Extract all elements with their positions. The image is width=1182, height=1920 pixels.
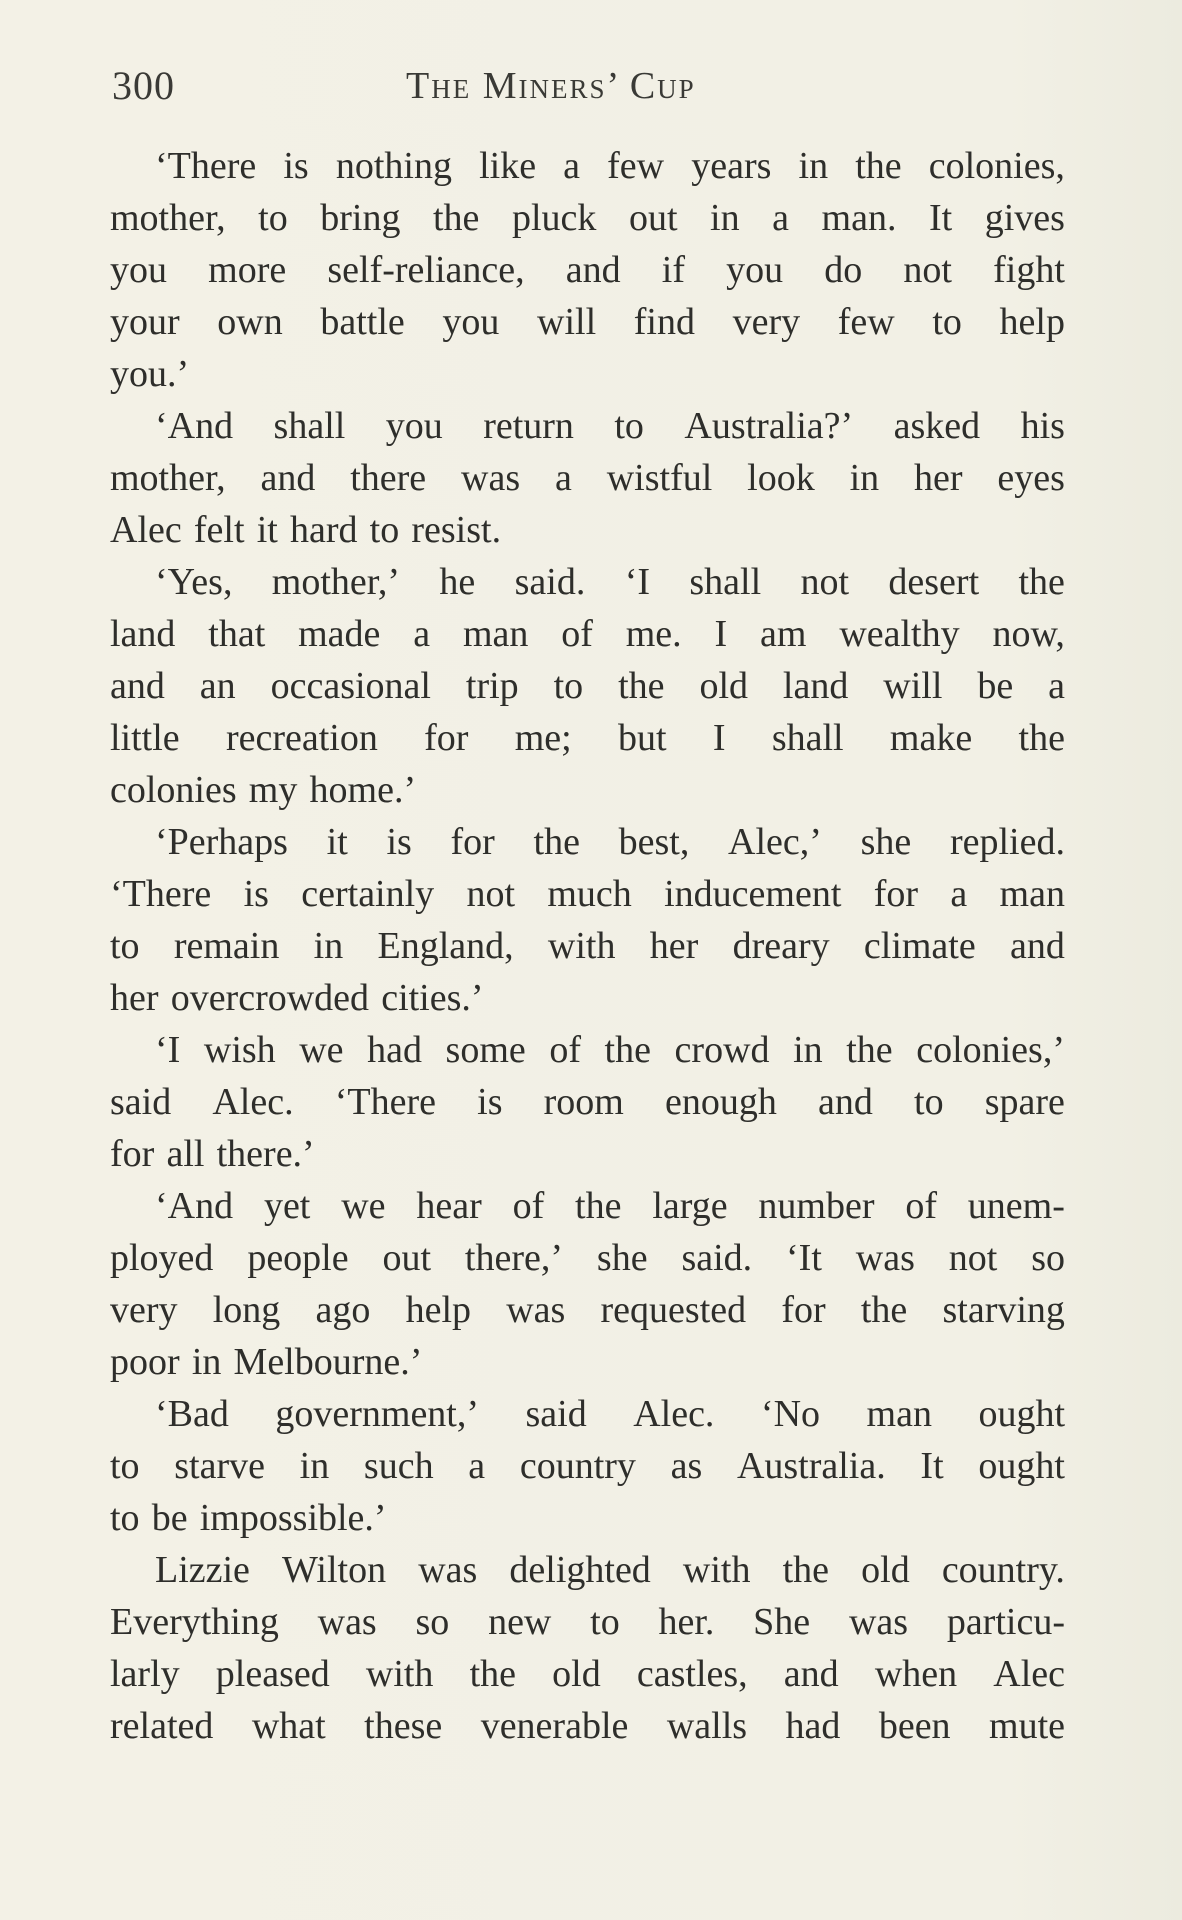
- word: in: [191, 1341, 222, 1383]
- word: unem-: [967, 1185, 1065, 1227]
- word: with: [365, 1653, 434, 1695]
- text-line: [110, 972, 1065, 1024]
- word: man.: [821, 197, 897, 239]
- word: wealthy: [839, 613, 960, 655]
- word: spare: [984, 1081, 1065, 1123]
- word: I: [714, 613, 728, 655]
- word: overcrowded: [170, 977, 370, 1019]
- word: had: [785, 1705, 841, 1747]
- word: Alec.: [212, 1081, 294, 1123]
- word: out: [382, 1237, 432, 1279]
- text-line: [110, 1232, 1065, 1284]
- word: it: [326, 821, 348, 863]
- word: of: [905, 1185, 937, 1227]
- word: and: [110, 665, 165, 707]
- word: ago: [315, 1289, 371, 1331]
- word: Wilton: [282, 1549, 387, 1591]
- word: ployed: [110, 1237, 214, 1279]
- word: to: [553, 665, 584, 707]
- word: yet: [263, 1185, 311, 1227]
- word: ‘It: [786, 1237, 822, 1279]
- word: number: [758, 1185, 875, 1227]
- word: ‘And: [155, 1185, 234, 1227]
- word: me.: [625, 613, 682, 655]
- text-line: [110, 764, 1065, 816]
- text-line: [110, 1336, 1065, 1388]
- word: am: [760, 613, 807, 655]
- text-line: [110, 1180, 1065, 1232]
- word: had: [367, 1029, 422, 1071]
- word: Alec.: [633, 1393, 715, 1435]
- text-line: [110, 1024, 1065, 1076]
- word: people: [247, 1237, 349, 1279]
- word: occasional: [270, 665, 431, 707]
- word: the: [604, 1029, 651, 1071]
- text-line: [110, 296, 1065, 348]
- word: nothing: [335, 145, 452, 187]
- word: cities.’: [381, 977, 484, 1019]
- text-line: [110, 1284, 1065, 1336]
- word: his: [1020, 405, 1065, 447]
- word: related: [110, 1705, 214, 1747]
- word: the: [860, 1289, 908, 1331]
- word: poor: [110, 1341, 180, 1383]
- word: and: [260, 457, 316, 499]
- word: in: [299, 1445, 330, 1487]
- word: I: [712, 717, 726, 759]
- word: ought: [978, 1393, 1065, 1435]
- word: some: [445, 1029, 526, 1071]
- word: It: [920, 1445, 944, 1487]
- word: such: [363, 1445, 434, 1487]
- word: said: [110, 1081, 172, 1123]
- word: out: [628, 197, 678, 239]
- word: there: [350, 457, 427, 499]
- word: much: [547, 873, 632, 915]
- text-line: [110, 920, 1065, 972]
- word: it: [256, 509, 278, 551]
- word: be: [977, 665, 1014, 707]
- word: you.’: [110, 353, 190, 395]
- word: mother,: [110, 457, 226, 499]
- word: is: [283, 145, 309, 187]
- word: requested: [600, 1289, 747, 1331]
- word: but: [618, 717, 667, 759]
- word: larly: [110, 1653, 180, 1695]
- word: her: [914, 457, 963, 499]
- word: to: [110, 925, 140, 967]
- word: not: [800, 561, 850, 603]
- word: ‘I: [155, 1029, 181, 1071]
- word: ‘Perhaps: [155, 821, 288, 863]
- text-line: [110, 1388, 1065, 1440]
- word: She: [753, 1601, 811, 1643]
- word: she: [596, 1237, 648, 1279]
- word: man: [462, 613, 529, 655]
- word: said.: [514, 561, 586, 603]
- text-line: [110, 400, 1065, 452]
- word: castles,: [636, 1653, 748, 1695]
- word: to: [914, 1081, 944, 1123]
- word: with: [547, 925, 616, 967]
- word: me;: [514, 717, 572, 759]
- word: now,: [992, 613, 1065, 655]
- text-line: [110, 1596, 1065, 1648]
- word: battle: [320, 301, 405, 343]
- word: help: [999, 301, 1065, 343]
- word: to: [590, 1601, 620, 1643]
- word: will: [883, 665, 943, 707]
- word: It: [929, 197, 953, 239]
- running-title: The Miners’ Cup: [406, 65, 696, 107]
- word: eyes: [997, 457, 1065, 499]
- page-header: [108, 62, 1068, 112]
- word: Melbourne.’: [233, 1341, 423, 1383]
- word: you: [442, 301, 500, 343]
- word: Everything: [110, 1601, 279, 1643]
- word: of: [561, 613, 593, 655]
- word: there,’: [464, 1237, 564, 1279]
- word: trip: [465, 665, 519, 707]
- page-number: 300: [112, 63, 175, 108]
- word: recreation: [225, 717, 378, 759]
- word: to: [369, 509, 400, 551]
- word: resist.: [411, 509, 502, 551]
- word: help: [405, 1289, 472, 1331]
- word: find: [633, 301, 695, 343]
- text-line: [110, 1128, 1065, 1180]
- word: felt: [193, 509, 245, 551]
- text-line: [110, 348, 1065, 400]
- word: look: [747, 457, 815, 499]
- word: climate: [863, 925, 976, 967]
- word: in: [313, 925, 344, 967]
- word: the: [1018, 561, 1065, 603]
- word: a: [555, 457, 572, 499]
- word: not: [903, 249, 952, 291]
- word: delighted: [509, 1549, 651, 1591]
- word: mother,’: [271, 561, 401, 603]
- word: if: [661, 249, 685, 291]
- word: a: [950, 873, 968, 915]
- text-line: [110, 556, 1065, 608]
- word: in: [710, 197, 740, 239]
- word: what: [251, 1705, 326, 1747]
- word: was: [461, 457, 521, 499]
- word: little: [110, 717, 180, 759]
- word: walls: [666, 1705, 748, 1747]
- word: for: [450, 821, 495, 863]
- word: the: [469, 1653, 517, 1695]
- text-line: [110, 1076, 1065, 1128]
- word: hear: [416, 1185, 482, 1227]
- word: hard: [289, 509, 358, 551]
- word: enough: [665, 1081, 777, 1123]
- word: few: [837, 301, 895, 343]
- word: particu-: [946, 1601, 1065, 1643]
- word: is: [477, 1081, 503, 1123]
- word: for: [110, 1133, 155, 1175]
- word: bring: [320, 197, 401, 239]
- word: replied.: [949, 821, 1065, 863]
- word: man: [866, 1393, 932, 1435]
- word: old: [861, 1549, 910, 1591]
- word: an: [199, 665, 236, 707]
- word: all: [166, 1133, 205, 1175]
- word: shall: [689, 561, 762, 603]
- word: like: [479, 145, 537, 187]
- word: gives: [984, 197, 1065, 239]
- word: Alec: [993, 1653, 1065, 1695]
- word: you: [726, 249, 784, 291]
- word: land: [782, 665, 849, 707]
- word: starve: [174, 1445, 265, 1487]
- word: so: [1031, 1237, 1065, 1279]
- word: wistful: [606, 457, 713, 499]
- word: mother,: [110, 197, 226, 239]
- word: ‘I: [624, 561, 651, 603]
- word: shall: [273, 405, 346, 447]
- word: of: [549, 1029, 581, 1071]
- word: Alec: [110, 509, 182, 551]
- word: man: [999, 873, 1065, 915]
- word: we: [341, 1185, 386, 1227]
- word: inducement: [664, 873, 842, 915]
- word: my: [248, 769, 298, 811]
- word: ‘No: [760, 1393, 821, 1435]
- word: to: [932, 301, 962, 343]
- word: so: [415, 1601, 450, 1643]
- text-line: [110, 452, 1065, 504]
- word: pleased: [215, 1653, 330, 1695]
- word: as: [670, 1445, 703, 1487]
- word: make: [889, 717, 973, 759]
- word: made: [298, 613, 381, 655]
- word: ‘There: [155, 145, 257, 187]
- word: Australia?’: [684, 405, 854, 447]
- word: very: [110, 1289, 178, 1331]
- word: old: [699, 665, 748, 707]
- word: in: [849, 457, 880, 499]
- word: ‘There: [110, 873, 212, 915]
- word: England,: [377, 925, 514, 967]
- word: land: [110, 613, 176, 655]
- word: own: [217, 301, 283, 343]
- text-line: [110, 1440, 1065, 1492]
- word: was: [855, 1237, 915, 1279]
- word: was: [418, 1549, 478, 1591]
- text-line: [110, 244, 1065, 296]
- text-line: [110, 504, 1065, 556]
- text-line: [110, 1492, 1065, 1544]
- word: the: [433, 197, 480, 239]
- word: colonies: [110, 769, 237, 811]
- word: the: [1018, 717, 1065, 759]
- word: for: [424, 717, 469, 759]
- word: to: [258, 197, 288, 239]
- word: with: [682, 1549, 751, 1591]
- word: country.: [941, 1549, 1065, 1591]
- word: there.’: [216, 1133, 315, 1175]
- word: more: [208, 249, 287, 291]
- word: room: [543, 1081, 624, 1123]
- word: ‘Bad: [155, 1393, 229, 1435]
- word: is: [386, 821, 412, 863]
- word: old: [552, 1653, 601, 1695]
- word: we: [299, 1029, 344, 1071]
- word: for: [873, 873, 919, 915]
- word: the: [618, 665, 665, 707]
- text-line: [110, 816, 1065, 868]
- word: mute: [989, 1705, 1065, 1747]
- word: the: [846, 1029, 893, 1071]
- word: shall: [771, 717, 844, 759]
- word: impossible.’: [199, 1497, 387, 1539]
- word: ‘Yes,: [155, 561, 233, 603]
- word: Alec,’: [728, 821, 822, 863]
- word: said: [525, 1393, 587, 1435]
- word: is: [243, 873, 269, 915]
- word: that: [208, 613, 266, 655]
- word: ‘There: [334, 1081, 436, 1123]
- word: ‘And: [155, 405, 234, 447]
- word: Lizzie: [155, 1549, 250, 1591]
- word: a: [468, 1445, 486, 1487]
- word: you: [385, 405, 443, 447]
- word: of: [512, 1185, 545, 1227]
- word: to: [110, 1445, 140, 1487]
- word: return: [483, 405, 574, 447]
- word: he: [439, 561, 476, 603]
- word: was: [317, 1601, 377, 1643]
- word: starving: [942, 1289, 1065, 1331]
- word: will: [537, 301, 597, 343]
- word: the: [533, 821, 580, 863]
- word: few: [607, 145, 665, 187]
- text-line: [110, 1544, 1065, 1596]
- word: self-reliance,: [327, 249, 525, 291]
- word: country: [519, 1445, 636, 1487]
- text-line: [110, 712, 1065, 764]
- word: your: [110, 301, 180, 343]
- text-line: [110, 192, 1065, 244]
- word: a: [563, 145, 581, 187]
- word: be: [151, 1497, 188, 1539]
- word: venerable: [480, 1705, 629, 1747]
- word: crowd: [674, 1029, 770, 1071]
- word: when: [874, 1653, 958, 1695]
- word: was: [848, 1601, 909, 1643]
- word: colonies,’: [916, 1029, 1065, 1071]
- word: to: [614, 405, 644, 447]
- word: best,: [618, 821, 690, 863]
- word: she: [860, 821, 912, 863]
- word: not: [466, 873, 516, 915]
- word: her: [110, 977, 159, 1019]
- word: been: [878, 1705, 951, 1747]
- word: wish: [203, 1029, 276, 1071]
- word: years: [691, 145, 772, 187]
- word: and: [1010, 925, 1065, 967]
- word: desert: [888, 561, 980, 603]
- word: in: [793, 1029, 823, 1071]
- word: Australia.: [736, 1445, 886, 1487]
- word: not: [948, 1237, 998, 1279]
- word: the: [782, 1549, 830, 1591]
- word: dreary: [732, 925, 830, 967]
- word: government,’: [275, 1393, 480, 1435]
- word: and: [818, 1081, 873, 1123]
- word: for: [781, 1289, 826, 1331]
- text-line: [110, 608, 1065, 660]
- word: was: [506, 1289, 566, 1331]
- text-line: [110, 1700, 1065, 1752]
- word: to: [110, 1497, 140, 1539]
- word: new: [488, 1601, 552, 1643]
- word: home.’: [309, 769, 417, 811]
- word: these: [364, 1705, 443, 1747]
- word: ought: [978, 1445, 1065, 1487]
- word: pluck: [511, 197, 597, 239]
- word: her.: [658, 1601, 715, 1643]
- text-line: [110, 660, 1065, 712]
- word: fight: [993, 249, 1065, 291]
- word: certainly: [301, 873, 435, 915]
- word: a: [413, 613, 431, 655]
- word: remain: [173, 925, 280, 967]
- word: and: [565, 249, 621, 291]
- word: colonies,: [928, 145, 1065, 187]
- text-line: [110, 140, 1065, 192]
- word: do: [824, 249, 863, 291]
- word: asked: [893, 405, 981, 447]
- text-line: [110, 868, 1065, 920]
- word: said.: [681, 1237, 753, 1279]
- body-text: [110, 140, 1065, 1752]
- word: and: [783, 1653, 839, 1695]
- word: a: [772, 197, 789, 239]
- word: the: [855, 145, 902, 187]
- word: you: [110, 249, 167, 291]
- word: in: [798, 145, 829, 187]
- word: a: [1048, 665, 1065, 707]
- text-line: [110, 1648, 1065, 1700]
- word: her: [649, 925, 699, 967]
- word: long: [212, 1289, 281, 1331]
- word: the: [575, 1185, 622, 1227]
- word: very: [732, 301, 801, 343]
- word: large: [652, 1185, 728, 1227]
